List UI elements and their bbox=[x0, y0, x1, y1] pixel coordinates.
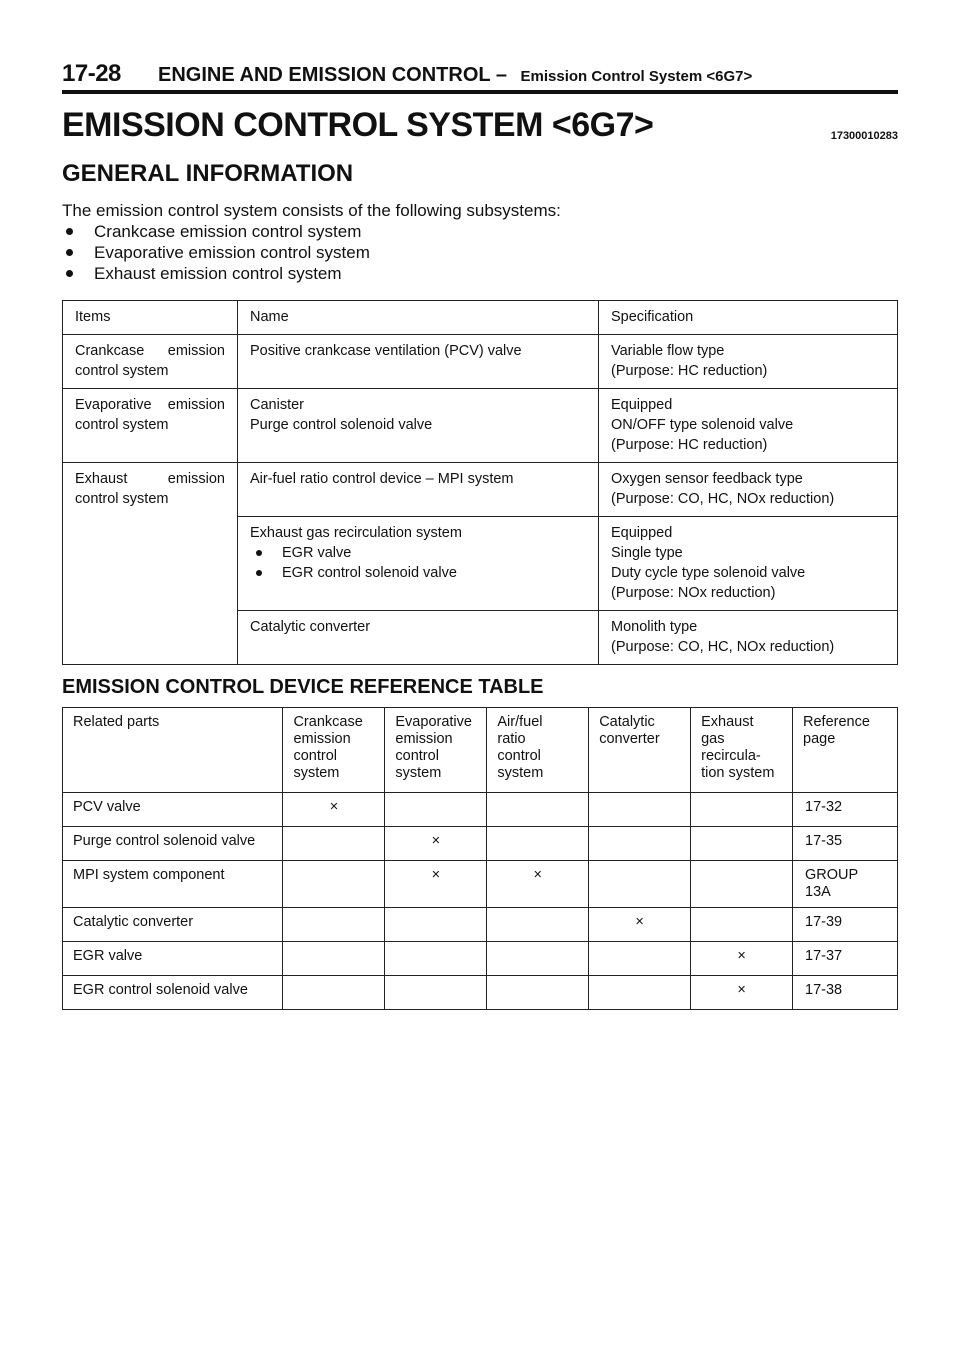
mark-cell bbox=[589, 942, 691, 976]
table-row bbox=[63, 976, 898, 1010]
table-header-row bbox=[63, 301, 898, 335]
mark-cell: × bbox=[385, 827, 487, 861]
mark-cell: × bbox=[691, 942, 793, 976]
bullet-icon bbox=[256, 550, 262, 556]
mark-cell bbox=[385, 976, 487, 1010]
document-id: 17300010283 bbox=[830, 130, 898, 142]
name-cell: Exhaust gas recirculation system EGR valve EGR control solenoid valve bbox=[238, 517, 599, 611]
header-reference: Reference page bbox=[793, 708, 898, 793]
header-name: Name bbox=[238, 301, 599, 335]
header-related-parts: Related parts bbox=[63, 708, 283, 793]
mark-cell bbox=[691, 827, 793, 861]
part-cell: MPI system component bbox=[63, 861, 283, 908]
reference-cell: 17-37 bbox=[793, 942, 898, 976]
mark-cell bbox=[589, 976, 691, 1010]
mark-cell bbox=[487, 827, 589, 861]
table-row bbox=[63, 827, 898, 861]
page-title: EMISSION CONTROL SYSTEM <6G7> bbox=[62, 106, 654, 144]
reference-cell: 17-38 bbox=[793, 976, 898, 1010]
page-number: 17-28 bbox=[62, 60, 121, 87]
mark-cell: × bbox=[385, 861, 487, 908]
section-name: ENGINE AND EMISSION CONTROL bbox=[158, 64, 491, 86]
part-cell: Purge control solenoid valve bbox=[63, 827, 283, 861]
mark-cell bbox=[283, 942, 385, 976]
mark-cell bbox=[283, 861, 385, 908]
page-header bbox=[62, 58, 898, 94]
header-crankcase: Crankcase emission control system bbox=[283, 708, 385, 793]
header-egr: Exhaust gas recircula- tion system bbox=[691, 708, 793, 793]
part-cell: EGR valve bbox=[63, 942, 283, 976]
specification-table bbox=[62, 300, 898, 665]
subsection-name: Emission Control System <6G7> bbox=[520, 68, 753, 85]
mark-cell bbox=[589, 827, 691, 861]
mark-cell: × bbox=[283, 793, 385, 827]
reference-table-heading: EMISSION CONTROL DEVICE REFERENCE TABLE bbox=[62, 676, 544, 698]
item-cell: Exhaust emission control system bbox=[63, 463, 238, 665]
mark-cell bbox=[691, 908, 793, 942]
table-row bbox=[63, 463, 898, 517]
header-items: Items bbox=[63, 301, 238, 335]
part-cell: PCV valve bbox=[63, 793, 283, 827]
list-item: Exhaust emission control system bbox=[62, 263, 561, 284]
table-row bbox=[63, 942, 898, 976]
table-header-row bbox=[63, 708, 898, 793]
mark-cell bbox=[283, 827, 385, 861]
section-title bbox=[158, 64, 752, 87]
reference-cell: 17-32 bbox=[793, 793, 898, 827]
spec-cell: Monolith type (Purpose: CO, HC, NOx reduction) bbox=[599, 611, 898, 665]
spec-cell: Equipped Single type Duty cycle type solenoid valve (Purpose: NOx reduction) bbox=[599, 517, 898, 611]
mark-cell bbox=[589, 793, 691, 827]
mark-cell bbox=[589, 861, 691, 908]
reference-table bbox=[62, 707, 898, 1010]
intro-text: The emission control system consists of the following subsystems: bbox=[62, 201, 561, 220]
bullet-icon bbox=[256, 570, 262, 576]
table-row bbox=[63, 908, 898, 942]
subsystem-list bbox=[62, 221, 561, 284]
spec-cell: Variable flow type (Purpose: HC reduction) bbox=[599, 335, 898, 389]
mark-cell bbox=[385, 942, 487, 976]
bullet-icon bbox=[66, 228, 73, 235]
mark-cell bbox=[283, 976, 385, 1010]
mark-cell bbox=[691, 793, 793, 827]
mark-cell bbox=[487, 942, 589, 976]
mark-cell bbox=[283, 908, 385, 942]
spec-cell: Equipped ON/OFF type solenoid valve (Purpose: HC reduction) bbox=[599, 389, 898, 463]
table-row bbox=[63, 861, 898, 908]
mark-cell bbox=[691, 861, 793, 908]
name-cell: Catalytic converter bbox=[238, 611, 599, 665]
reference-cell: GROUP 13A bbox=[793, 861, 898, 908]
header-specification: Specification bbox=[599, 301, 898, 335]
list-item: Crankcase emission control system bbox=[62, 221, 561, 242]
general-information-heading: GENERAL INFORMATION bbox=[62, 160, 354, 187]
reference-cell: 17-35 bbox=[793, 827, 898, 861]
mark-cell bbox=[385, 908, 487, 942]
mark-cell bbox=[487, 793, 589, 827]
list-item: EGR control solenoid valve bbox=[250, 563, 586, 583]
item-cell: Evaporative emission control system bbox=[63, 389, 238, 463]
mark-cell: × bbox=[691, 976, 793, 1010]
mark-cell bbox=[385, 793, 487, 827]
mark-cell bbox=[487, 976, 589, 1010]
mark-cell bbox=[487, 908, 589, 942]
spec-cell: Oxygen sensor feedback type (Purpose: CO, HC, NOx reduction) bbox=[599, 463, 898, 517]
header-airfuel: Air/fuel ratio control system bbox=[487, 708, 589, 793]
name-cell: Air-fuel ratio control device – MPI system bbox=[238, 463, 599, 517]
table-row bbox=[63, 335, 898, 389]
table-row bbox=[63, 793, 898, 827]
intro-section bbox=[62, 200, 561, 284]
header-catalytic: Catalytic converter bbox=[589, 708, 691, 793]
mark-cell: × bbox=[589, 908, 691, 942]
list-item: EGR valve bbox=[250, 543, 586, 563]
reference-cell: 17-39 bbox=[793, 908, 898, 942]
part-cell: Catalytic converter bbox=[63, 908, 283, 942]
bullet-icon bbox=[66, 249, 73, 256]
item-cell: Crankcase emission control system bbox=[63, 335, 238, 389]
list-item: Evaporative emission control system bbox=[62, 242, 561, 263]
part-cell: EGR control solenoid valve bbox=[63, 976, 283, 1010]
header-evaporative: Evaporative emission control system bbox=[385, 708, 487, 793]
name-cell: Positive crankcase ventilation (PCV) valve bbox=[238, 335, 599, 389]
name-cell: Canister Purge control solenoid valve bbox=[238, 389, 599, 463]
mark-cell: × bbox=[487, 861, 589, 908]
bullet-icon bbox=[66, 270, 73, 277]
header-dash: – bbox=[495, 64, 507, 86]
table-row bbox=[63, 389, 898, 463]
